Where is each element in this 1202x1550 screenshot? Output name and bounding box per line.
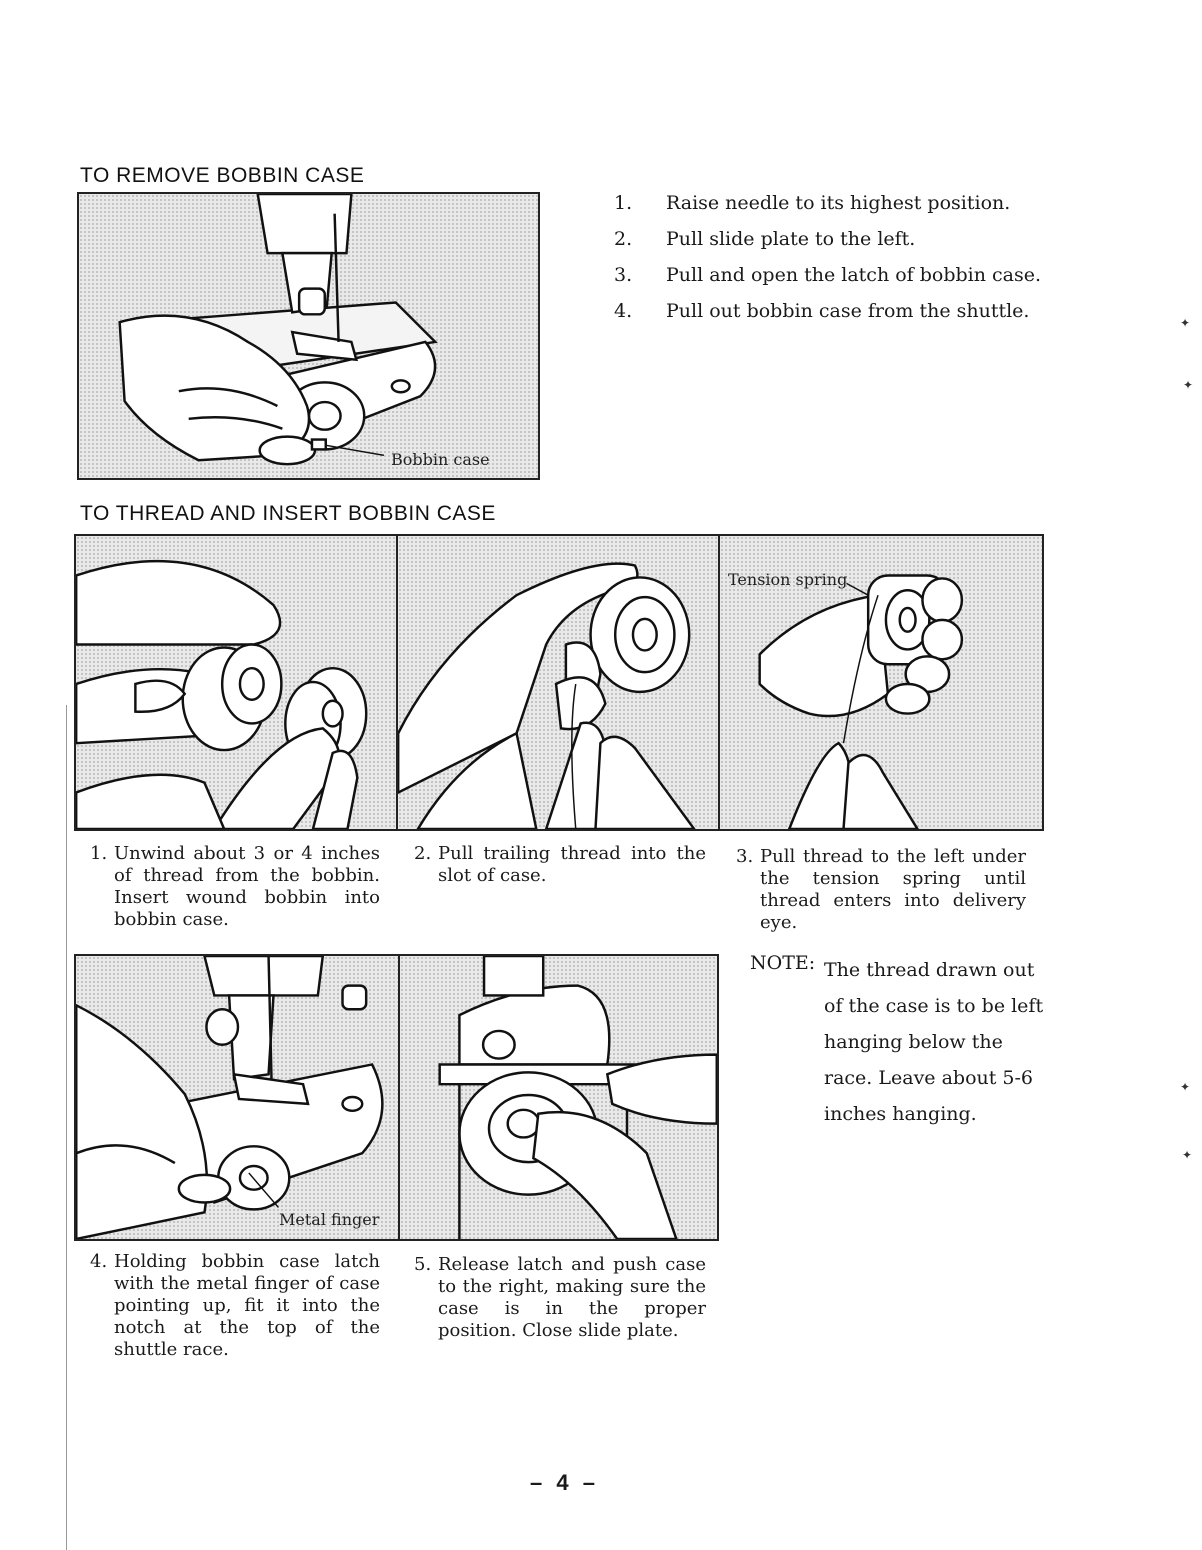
- binding-margin-line: [66, 705, 67, 1550]
- heading-thread-insert-bobbin-case: TO THREAD AND INSERT BOBBIN CASE: [80, 502, 496, 525]
- note-text: The thread drawn out of the case is to be left hanging below the race. Leave about 5-6 inches hanging.: [824, 959, 1044, 1125]
- illustration-metal-finger: [76, 956, 398, 1239]
- caption-step-3: 3. Pull thread to the left under the tension spring until thread enters into delivery eye.: [736, 846, 1026, 933]
- remove-steps-list: [614, 190, 1041, 334]
- figure-step-4: [74, 954, 400, 1241]
- figure-step-1: [74, 534, 398, 831]
- figure-remove-bobbin-case: [77, 192, 540, 480]
- illustration-insert-bobbin: [76, 536, 396, 829]
- figure-step-3: [718, 534, 1044, 831]
- caption-step-5: 5. Release latch and push case to the right, making sure the case is in the proper position. Close slide plate.: [414, 1254, 706, 1341]
- margin-mark: ✦: [1183, 378, 1194, 392]
- figure-step-5: [398, 954, 719, 1241]
- figure-step-2: [396, 534, 720, 831]
- list-item: 2. Pull slide plate to the left.: [614, 228, 916, 250]
- margin-mark: ✦: [1180, 1080, 1191, 1094]
- tension-spring-label: Tension spring: [728, 570, 848, 589]
- illustration-pull-thread-slot: [398, 536, 718, 829]
- note-label: NOTE:: [750, 952, 816, 974]
- margin-mark: ✦: [1180, 316, 1191, 330]
- illustration-remove-bobbin-case: [79, 194, 538, 478]
- bobbin-case-label: Bobbin case: [391, 450, 490, 469]
- note-block: [750, 952, 1050, 1132]
- list-item: 3. Pull and open the latch of bobbin case.: [614, 264, 1042, 286]
- illustration-push-case-right: [400, 956, 717, 1239]
- page-number: – 4 –: [530, 1470, 599, 1495]
- list-item: 4. Pull out bobbin case from the shuttle.: [614, 300, 1030, 322]
- caption-step-1: 1. Unwind about 3 or 4 inches of thread from the bobbin. Insert wound bobbin into bobbin case.: [90, 843, 380, 930]
- heading-remove-bobbin-case: TO REMOVE BOBBIN CASE: [80, 164, 365, 187]
- caption-step-4: 4. Holding bobbin case latch with the metal finger of case pointing up, fit it into the notch at the top of the shuttle race.: [90, 1251, 380, 1360]
- metal-finger-label: Metal finger: [279, 1210, 380, 1229]
- caption-step-2: 2. Pull trailing thread into the slot of case.: [414, 843, 706, 886]
- list-item: 1. Raise needle to its highest position.: [614, 192, 1011, 214]
- margin-mark: ✦: [1182, 1148, 1193, 1162]
